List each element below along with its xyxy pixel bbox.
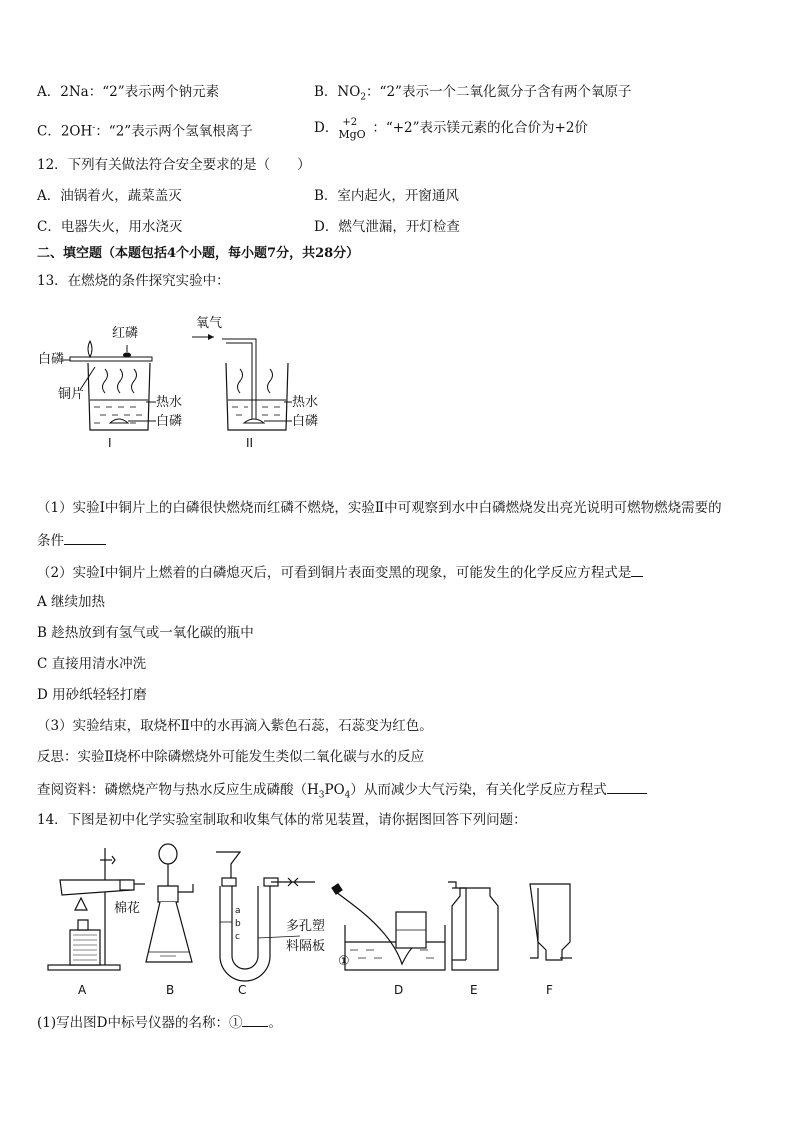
label-white-phosphorus: 白磷 bbox=[156, 414, 183, 429]
flame-icon bbox=[88, 341, 92, 357]
q12-option-d: D．燃气泄漏，开灯检查 bbox=[314, 219, 460, 235]
q11-option-d: D． +2 MgO ：“+2”表示镁元素的化合价为+2价 bbox=[314, 116, 588, 141]
q14-part1: (1)写出图D中标号仪器的名称：① 。 bbox=[37, 1012, 282, 1032]
label-b: b bbox=[235, 919, 241, 929]
label-apparatus-f: F bbox=[546, 983, 553, 997]
label-apparatus-d: D bbox=[394, 983, 404, 997]
label-red-phosphorus: 红磷 bbox=[112, 326, 139, 341]
section-heading: 二、填空题（本题包括4个小题，每小题7分，共28分） bbox=[37, 246, 360, 261]
q13-option-a: A 继续加热 bbox=[37, 594, 106, 610]
q13-stem: 13．在燃烧的条件探究实验中： bbox=[37, 273, 230, 289]
q14-stem: 14．下图是初中化学实验室制取和收集气体的常见装置，请你据图回答下列问题： bbox=[37, 812, 527, 828]
q13-part2: （2）实验Ⅰ中铜片上燃着的白磷熄灭后，可看到铜片表面变黑的现象，可能发生的化学反应方程式是 bbox=[37, 562, 643, 582]
apparatus-c bbox=[216, 852, 315, 981]
answer-blank[interactable] bbox=[64, 530, 106, 545]
q13-part1-line2: 条件 bbox=[37, 530, 106, 550]
q12-option-b: B．室内起火，开窗通风 bbox=[314, 188, 459, 204]
label-apparatus-b: B bbox=[166, 983, 175, 997]
label-porous-plate: 多孔塑 bbox=[286, 919, 326, 934]
label-circle-1: ① bbox=[338, 954, 350, 969]
apparatus-b bbox=[146, 844, 193, 962]
apparatus-f bbox=[530, 884, 572, 960]
mgo-formula: +2 MgO bbox=[338, 116, 366, 141]
label-a: a bbox=[235, 906, 241, 916]
apparatus-e bbox=[448, 882, 498, 970]
label-hot-water: 热水 bbox=[156, 395, 183, 410]
q13-option-c: C 直接用清水冲洗 bbox=[37, 656, 147, 672]
label-white-phosphorus: 白磷 bbox=[38, 352, 65, 367]
q13-part1-line1: （1）实验Ⅰ中铜片上的白磷很快燃烧而红磷不燃烧，实验Ⅱ中可观察到水中白磷燃烧发出亮光说明可燃物燃烧需要的 bbox=[37, 500, 722, 516]
q13-option-b: B 趁热放到有氢气或一氧化碳的瓶中 bbox=[37, 625, 254, 641]
arrow-icon bbox=[208, 334, 214, 340]
label-white-phosphorus: 白磷 bbox=[292, 414, 319, 429]
q11-option-c: C．2OH-：“2”表示两个氢氧根离子 bbox=[37, 123, 253, 140]
label-hot-water: 热水 bbox=[292, 395, 319, 410]
q12-stem: 12．下列有关做法符合安全要求的是（ ） bbox=[37, 157, 311, 173]
q13-option-d: D 用砂纸轻轻打磨 bbox=[37, 687, 147, 703]
label-oxygen: 氧气 bbox=[196, 316, 223, 331]
label-c: c bbox=[235, 932, 240, 942]
label-apparatus-e: E bbox=[470, 983, 478, 997]
answer-blank[interactable] bbox=[242, 1012, 268, 1027]
q14-apparatus-figure bbox=[40, 840, 600, 1005]
q13-reference: 查阅资料：磷燃烧产物与热水反应生成磷酸$(H_3PO_4)$从而减少大气污染，有关化学反应方程式 bbox=[37, 779, 647, 805]
q12-option-c: C．电器失火，用水浇灭 bbox=[37, 219, 183, 235]
label-apparatus-c: C bbox=[238, 983, 247, 997]
label-copper-plate: 铜片 bbox=[58, 387, 85, 402]
label-cotton: 棉花 bbox=[114, 901, 141, 916]
q11-option-b: B．$NO_2$：“2”表示一个二氧化氮分子含有两个氧原子 bbox=[314, 84, 632, 103]
q13-part3: （3）实验结束，取烧杯Ⅱ中的水再滴入紫色石蕊，石蕊变为红色。 bbox=[37, 718, 433, 734]
label-figure-1: I bbox=[108, 436, 112, 450]
label-figure-2: II bbox=[246, 436, 254, 450]
q13-combustion-figure bbox=[30, 305, 350, 455]
q12-option-a: A．油锅着火，蔬菜盖灭 bbox=[37, 188, 182, 204]
q11-option-a: A．2Na：“2”表示两个钠元素 bbox=[37, 84, 220, 100]
q13-reflection: 反思：实验Ⅱ烧杯中除磷燃烧外可能发生类似二氧化碳与水的反应 bbox=[37, 749, 425, 765]
label-porous-plate: 料隔板 bbox=[286, 939, 326, 954]
answer-blank[interactable] bbox=[631, 562, 643, 577]
answer-blank[interactable] bbox=[607, 779, 647, 794]
label-apparatus-a: A bbox=[78, 983, 87, 997]
